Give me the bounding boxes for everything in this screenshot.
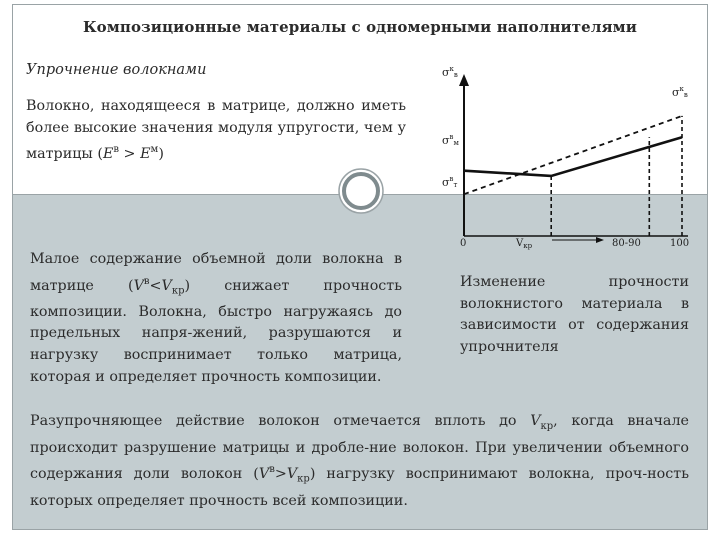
slide-subtitle: Упрочнение волокнами bbox=[26, 62, 207, 78]
x-tick-100: 100 bbox=[670, 238, 690, 249]
graph-caption: Изменение прочности волокнистого материала в зависимости от содержания упрочнителя bbox=[460, 274, 689, 355]
y-label-sigma-vm: $\sigma^в_м$ bbox=[442, 133, 459, 147]
x-tick-vkr: $V_{кр}$ bbox=[516, 238, 533, 250]
x-tick-80-90: 80-90 bbox=[612, 238, 641, 249]
strength-graph bbox=[426, 60, 700, 250]
y-label-sigma-kv-right: $\sigma^к_в$ bbox=[672, 85, 688, 99]
y-label-sigma-vt: $\sigma^в_т$ bbox=[442, 175, 458, 189]
divider-ring-icon bbox=[336, 166, 386, 216]
x-tick-0: 0 bbox=[460, 238, 467, 249]
slide-title: Композиционные материалы с одномерными наполнителями bbox=[82, 18, 638, 36]
conclusion-paragraph: Разупрочняющее действие волокон отмечается вплоть до $V_{кр}$, когда вначале происходит разрушение матрицы и дробле-ние волокон. При увеличении объемного содержания доли волокон $(V^в>V_{кр})$ нагрузку воспринимают волокна, проч-ность которых определяет прочность всей композиции. bbox=[30, 413, 689, 509]
intro-paragraph: Волокно, находящееся в матрице, должно иметь более высокие значения модуля упругости, чем у матрицы $(E^в > E^м)$ bbox=[26, 98, 406, 162]
y-label-sigma-kv-top: $\sigma^к_в$ bbox=[442, 65, 458, 79]
y-axis-arrow bbox=[459, 74, 469, 86]
low-content-paragraph: Малое содержание объемной доли волокна в матрице $(V^в<V_{кр})$ снижает прочность композиции. Волокна, быстро нагружаясь до предельных напря-жений, разрушаются и нагрузку воспринимает только матрица, которая и определяет прочность композиции. bbox=[30, 251, 402, 385]
